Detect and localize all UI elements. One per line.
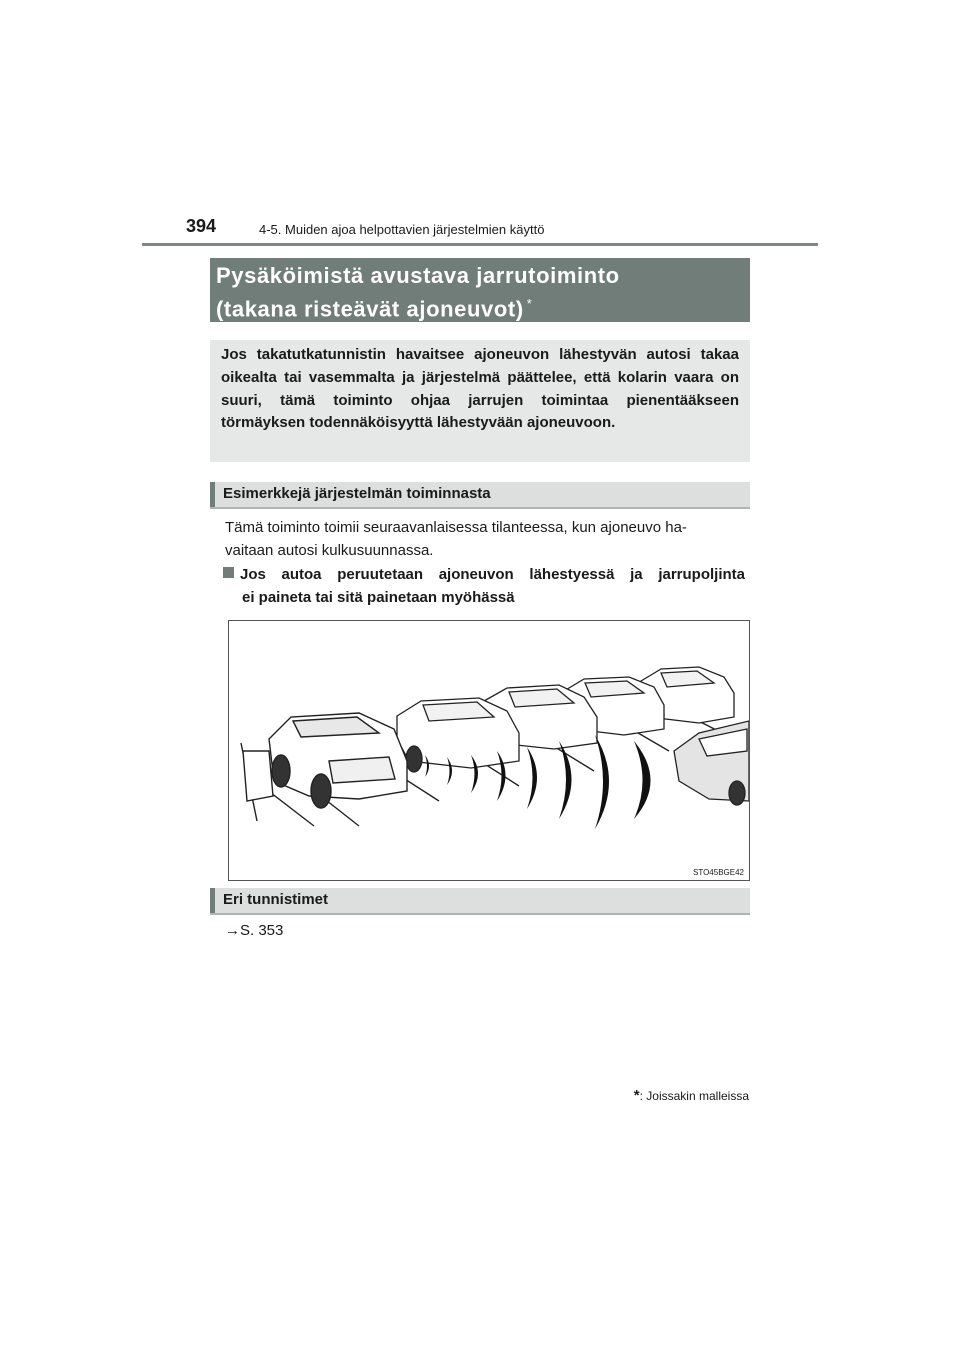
footnote bbox=[634, 1087, 749, 1104]
intro-box bbox=[210, 340, 750, 462]
bullet-line-2: ei paineta tai sitä painetaan myöhässä bbox=[242, 589, 515, 606]
chapter-title: 4-5. Muiden ajoa helpottavien järjestelmien käyttö bbox=[259, 222, 545, 237]
intro-text: Jos takatutkatunnistin havaitsee ajoneuvon lähestyvän autosi takaa oikealta tai vasemmalta ja järjestelmä päättelee, että kolarin vaara on suuri, tämä toiminto ohjaa jarrujen toimintaa pienentääkseen törmäyksen todennäköisyyttä lähestyvään ajoneuvoon. bbox=[221, 346, 739, 432]
bullet-item bbox=[223, 563, 745, 609]
page-reference: →S. 353 bbox=[225, 922, 284, 939]
title-line-1: Pysäköimistä avustava jarrutoiminto bbox=[216, 263, 620, 288]
body-line-1: Tämä toiminto toimii seuraavanlaisessa tilanteessa, kun ajoneuvo ha- bbox=[225, 519, 687, 536]
footnote-asterisk: * bbox=[633, 1087, 640, 1104]
header-rule bbox=[142, 243, 818, 246]
bullet-first-line bbox=[223, 563, 745, 586]
body-paragraph bbox=[225, 516, 687, 562]
title-asterisk: * bbox=[526, 296, 533, 311]
title-line-2-text: (takana risteävät ajoneuvot) bbox=[216, 296, 524, 322]
reversing-suv bbox=[269, 713, 407, 808]
subsection-heading-examples: Esimerkkejä järjestelmän toiminnasta bbox=[210, 482, 750, 509]
section-title-box bbox=[210, 258, 750, 322]
parking-scene-drawing bbox=[229, 621, 749, 880]
square-bullet-icon bbox=[223, 567, 234, 578]
figure-code: STO45BGE42 bbox=[693, 868, 744, 877]
page-number: 394 bbox=[186, 216, 217, 236]
subsection-heading-sensors: Eri tunnistimet bbox=[210, 888, 750, 915]
body-line-2: vaitaan autosi kulkusuunnassa. bbox=[225, 542, 434, 559]
approaching-car bbox=[674, 721, 749, 805]
parking-illustration bbox=[228, 620, 750, 881]
title-line-2 bbox=[216, 290, 750, 323]
footnote-text: : Joissakin malleissa bbox=[639, 1089, 749, 1103]
bullet-line-1: Jos autoa peruutetaan ajoneuvon lähestyessä ja jarrupoljinta bbox=[240, 566, 745, 583]
